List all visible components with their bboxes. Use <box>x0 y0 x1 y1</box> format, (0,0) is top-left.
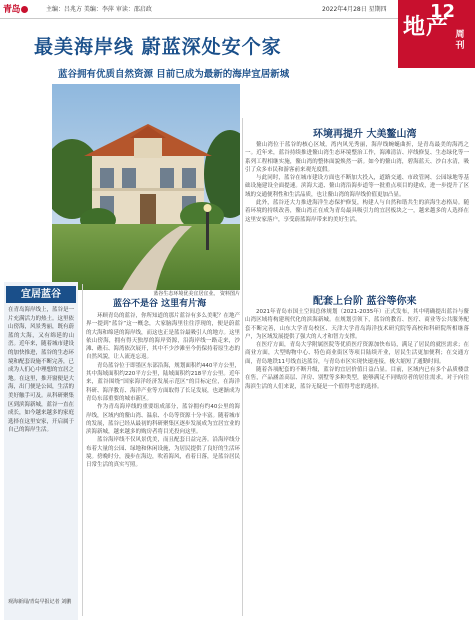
paragraph: 与此同时，蓝谷在城市建设方面也不断加大投入，道路交通、市政管网、公园绿地等基础设施建设全面提速。滨海大道、鳌山湾沿海步道等一批重点项目的建成，进一步提升了区域的交通便利性和生活品质，也让鳌山湾的海岸线价值更加凸显。 <box>245 175 469 198</box>
photo-caption: 蓝谷生态环境优美宜居宜业。 资料图片 <box>153 291 240 297</box>
paragraph: 作为青岛海岸线的重要组成部分，蓝谷拥有约40公里的海岸线，区域内的鳌山湾、温泉、小岛等资源十分丰富。随着城市的发展，蓝谷已经从最初的科研聚集区逐步发展成为宜居宜业的滨海新城，越来越多的购房者将目光投向这里。 <box>86 404 240 436</box>
section-heading-environment: 环境再提升 大美鳌山湾 <box>313 129 417 140</box>
reporter-credit: 观海新闻/青岛早报记者 刘鹏 <box>8 599 72 605</box>
villa-illustration <box>52 84 240 290</box>
section-heading-bay: 蓝谷不是谷 这里有片海 <box>113 299 207 309</box>
section-title: 地产 <box>403 15 450 40</box>
article-bay <box>86 312 240 616</box>
logo-mark-icon <box>21 6 28 13</box>
issue-date: 2022年4月28日 星期四 <box>322 6 387 13</box>
section-weekly: 周刊 <box>455 30 465 51</box>
paragraph: 随着各项配套的不断升级，蓝谷的宜居价值日益凸显。目前，区域内已有多个品质楼盘在售，产品涵盖高层、洋房、别墅等多种类型，能够满足不同购房者的居住需求。对于向往海滨生活的人们来说，蓝谷无疑是一个值得考虑的选择。 <box>245 367 469 390</box>
newspaper-logo <box>3 2 28 15</box>
paragraph: 在医疗方面，青岛大学附属医院等优质医疗资源加快布局，满足了居民的就医需求；在商业方面，大型购物中心、特色商业街区等项目陆续开业，居民生活更加便利；在交通方面，青岛地铁11号线直达蓝谷，与青岛市区实现快速连接，极大缩短了通勤时间。 <box>245 342 469 365</box>
headline: 最美海岸线 蔚蓝深处安个家 <box>34 36 282 58</box>
paragraph: 此外，蓝谷还大力推进海洋生态保护修复，构建人与自然和谐共生的滨海生态格局。随着环境的持续改善，鳌山湾正在成为青岛最具吸引力的宜居板块之一，越来越多的人选择在这里安家落户，享受蔚蓝海岸带来的美好生活。 <box>245 200 469 223</box>
paragraph: 2021年青岛市国土空间总体规划（2021-2035年）正式发布，其中明确提出蓝谷与鳌山湾区域将构建现代化的滨海新城。在规划引领下，蓝谷的教育、医疗、商业等公共服务配套不断完善，山东大学青岛校区、天津大学青岛海洋技术研究院等高校和科研院所相继落户，为区域发展提供了强大的人才和智力支撑。 <box>245 309 469 340</box>
sidebar-title: 宜居蓝谷 <box>6 286 76 303</box>
column-divider <box>242 118 243 616</box>
sidebar-body: 在青岛海岸线上，蓝谷是一片充满活力的热土。这里依山傍海，风景秀丽，既有蔚蓝的大海，又有绵延的山峦。近年来，随着城市建设的加快推进，蓝谷的生态环境和配套设施不断完善，已成为人们心中理想的宜居之地。在这里，推开窗便是大海，出门便是公园，生活的美好触手可及。从科研聚集区到滨海新城，蓝谷一直在成长，如今越来越多的家庭选择在这里安家，开启属于自己的海岸生活。 <box>8 307 75 434</box>
section-heading-facilities: 配套上台阶 蓝谷等你来 <box>313 296 417 307</box>
article-environment <box>245 141 469 283</box>
page-number: 12 <box>430 1 456 22</box>
paragraph: 鳌山湾位于蓝谷的核心区域，湾内风光秀丽，海岸线蜿蜒曲折，是青岛最美的海湾之一。近年来，蓝谷持续推进鳌山湾生态环境整治工作，海滩清洁、岸线修复、生态绿化等一系列工程相继实施，鳌山湾的整体面貌焕然一新。如今的鳌山湾，碧海蓝天、沙白水清，吸引了众多市民和游客前来观光度假。 <box>245 142 469 173</box>
editor-credits: 主编：吕兆方 美编：李萍 审读：邵启政 <box>46 6 152 13</box>
subheadline: 蓝谷拥有优质自然资源 目前已成为最新的海岸宜居新城 <box>58 69 290 80</box>
article-facilities <box>245 308 469 616</box>
villa-photo <box>52 84 240 290</box>
paragraph: 青岛蓝谷位于即墨区东部沿海，规划面积约440平方公里，其中海域面积约220平方公里，陆域面积约218平方公里。近年来，蓝谷围绕“国家海洋经济发展示范区”的目标定位，在海洋科研、海洋教育、海洋产业等方面取得了长足发展，也逐渐成为青岛东部重要的城市新区。 <box>86 362 240 402</box>
paragraph: 环顾青岛的蓝谷，你所知道的那片蓝谷有多么美呢？在地产界一提到“蓝谷”这一概念，大家脑海里往往浮现的，便是蔚蓝的大海和绵延的海岸线，而这也正是蓝谷最吸引人的地方。这里依山傍海，拥有得天独厚的海岸资源，沿海岸线一路走来，沙滩、礁石、海湾依次展开，其中不少沙滩至今仍保持着原生态的自然风貌，让人流连忘返。 <box>86 313 240 361</box>
paragraph: 蓝谷海岸线不仅风景优美，而且配套日益完善。沿海岸线分布着大量的公园、绿地和休闲设施，为居民提供了良好的生活环境。傍晚时分，漫步在海边，吹着海风，看着日落，是蓝谷居民日常生活的真实写照。 <box>86 437 240 469</box>
logo-text: 青岛 <box>3 5 21 15</box>
column-divider <box>82 284 83 616</box>
